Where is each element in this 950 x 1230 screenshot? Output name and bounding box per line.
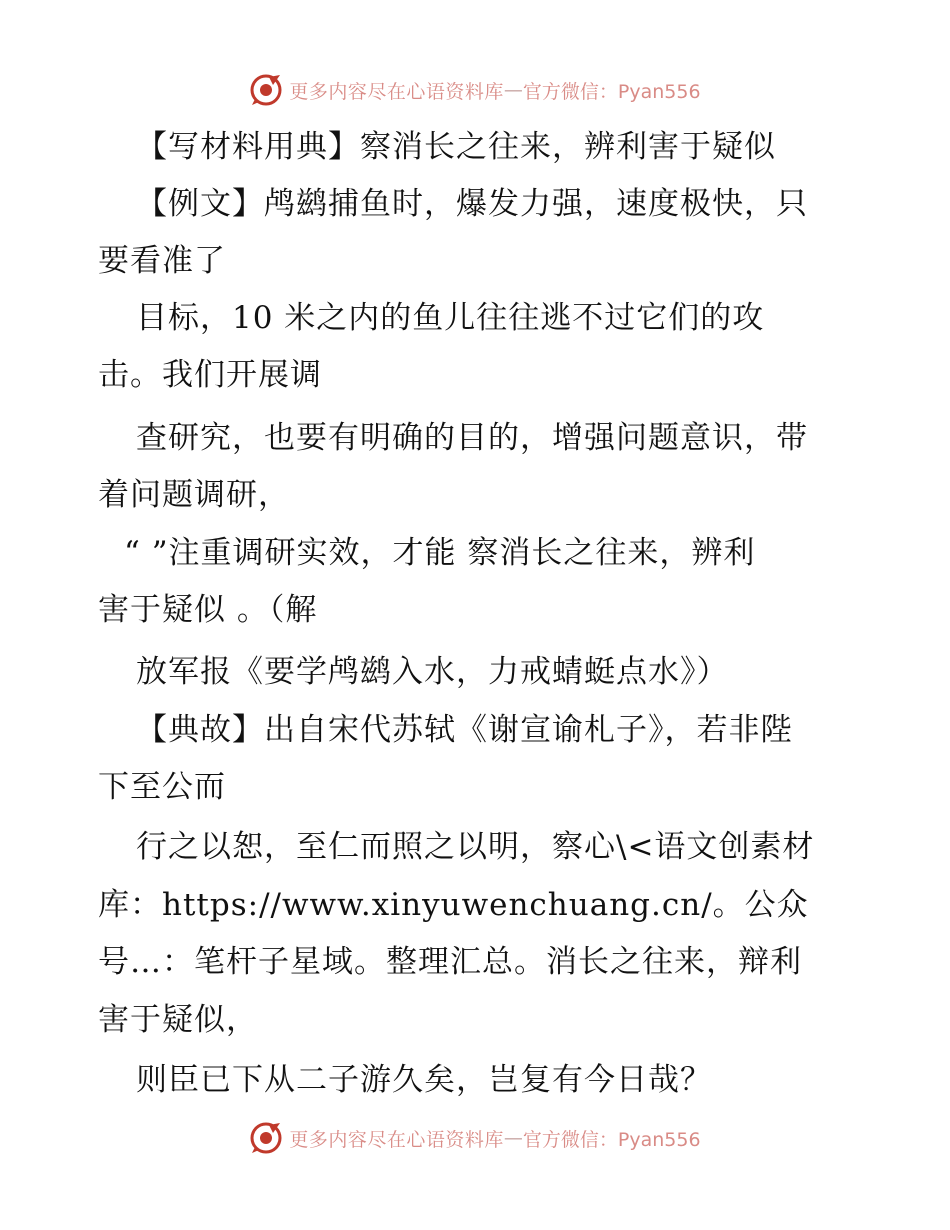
footer-banner — [0, 1118, 950, 1158]
header-banner-separator: — — [503, 79, 523, 101]
body-line: 【写材料用典】察消长之往来，辨利害于疑似 — [136, 129, 776, 165]
body-line: 行之以恕，至仁而照之以明，察心\<语文创素材 — [136, 829, 815, 865]
header-banner — [0, 70, 950, 110]
body-line: “ ”注重调研实效，才能 察消长之往来，辨利 — [124, 535, 756, 571]
body-line: 【例文】鸬鹚捕鱼时，爆发力强，速度极快，只 — [136, 186, 808, 222]
body-line: 目标，10 米之内的鱼儿往往逃不过它们的攻 — [136, 300, 765, 336]
body-line: 下至公而 — [98, 769, 226, 805]
footer-banner-separator: — — [503, 1127, 523, 1149]
body-line: 击。我们开展调 — [98, 357, 322, 393]
body-line: 则臣已下从二子游久矣，岂复有今日哉？ — [136, 1062, 712, 1098]
body-line: 害于疑似， — [98, 1002, 258, 1038]
brand-logo-icon — [249, 73, 283, 107]
body-line: 放军报《要学鸬鹚入水，力戒蜻蜓点水》） — [136, 654, 729, 690]
body-line: 要看准了 — [98, 243, 226, 279]
body-line: 号…：笔杆子星域。整理汇总。消长之往来，辩利 — [98, 944, 802, 980]
body-line: 库：https://www.xinyuwenchuang.cn/。公众 — [98, 887, 809, 923]
body-line: 【典故】出自宋代苏轼《谢宣谕札子》，若非陛 — [136, 712, 793, 748]
brand-logo-icon — [249, 1121, 283, 1155]
header-banner-wechat: 官方微信：Pyan556 — [522, 80, 701, 103]
header-banner-text: 更多内容尽在心语资料库 — [289, 80, 504, 103]
body-line: 着问题调研， — [98, 477, 290, 513]
body-line: 害于疑似 。（解 — [98, 592, 318, 628]
footer-banner-text: 更多内容尽在心语资料库 — [289, 1128, 504, 1151]
body-line: 查研究，也要有明确的目的，增强问题意识，带 — [136, 420, 808, 456]
footer-banner-wechat: 官方微信：Pyan556 — [522, 1128, 701, 1151]
